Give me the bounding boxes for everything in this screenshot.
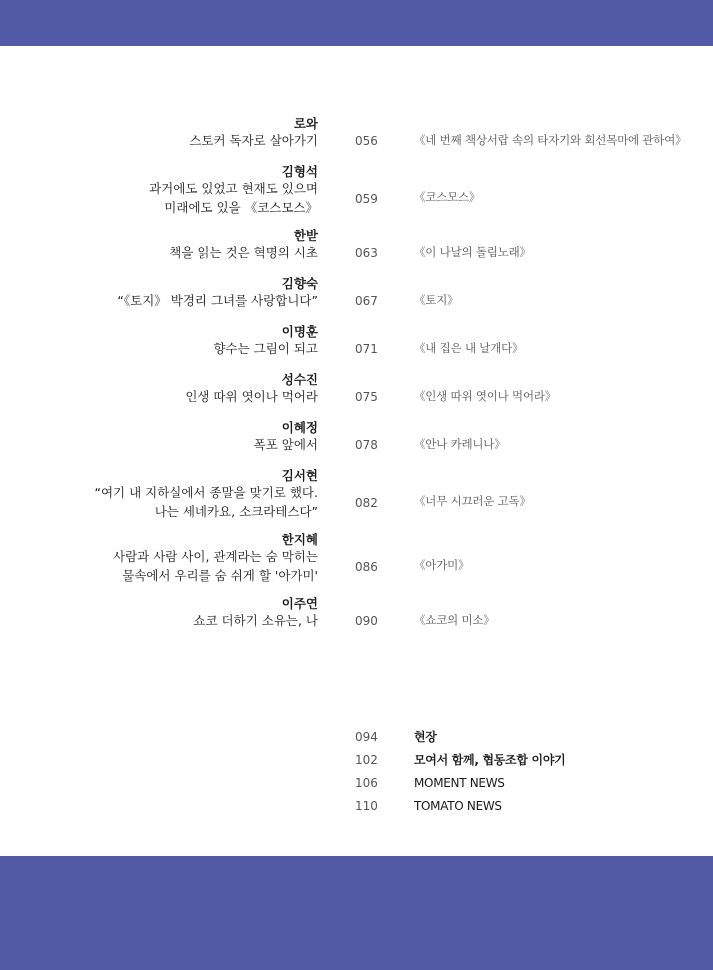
- entry-author: 이혜정: [281, 420, 318, 435]
- entry-author: 이명훈: [281, 324, 318, 339]
- entry-title-line: 폭포 앞에서: [253, 437, 318, 452]
- extra-section-title[interactable]: 모여서 함께, 협동조합 이야기: [414, 753, 566, 767]
- bottom-color-band: [0, 856, 713, 970]
- entry-book-title: 《코스모스》: [414, 190, 481, 204]
- entry-page-number: 078: [355, 438, 378, 452]
- entry-author: 이주연: [281, 596, 318, 611]
- entry-page-number: 063: [355, 246, 378, 260]
- entry-page-number: 056: [355, 134, 378, 148]
- entry-book-title: 《이 나날의 돌림노래》: [414, 245, 531, 259]
- entry-title-line: 쇼코 더하기 소유는, 나: [193, 613, 318, 628]
- entry-page-number: 075: [355, 390, 378, 404]
- entry-book-title: 《너무 시끄러운 고독》: [414, 494, 531, 508]
- entry-author: 김서현: [281, 468, 318, 483]
- extra-section-title[interactable]: 현장: [414, 730, 437, 744]
- entry-page-number: 067: [355, 294, 378, 308]
- entry-book-title: 《쇼코의 미소》: [414, 613, 495, 627]
- entry-author: 김형석: [281, 164, 318, 179]
- entry-author: 성수진: [281, 372, 318, 387]
- entry-book-title: 《아가미》: [414, 558, 470, 572]
- entry-page-number: 059: [355, 192, 378, 206]
- entry-title-line: 향수는 그림이 되고: [213, 341, 318, 356]
- entry-title-line: 책을 읽는 것은 혁명의 시초: [169, 245, 318, 260]
- entry-title-line: 과거에도 있었고 현재도 있으며: [149, 181, 318, 196]
- entry-title-line: 물속에서 우리를 숨 쉬게 할 '아가미': [122, 568, 318, 583]
- entry-title-line: 나는 세네카요, 소크라테스다”: [154, 504, 318, 519]
- extra-page-number: 106: [355, 776, 378, 790]
- entry-book-title: 《토지》: [414, 293, 459, 307]
- extra-page-number: 102: [355, 753, 378, 767]
- entry-page-number: 071: [355, 342, 378, 356]
- entry-author: 로와: [293, 116, 318, 131]
- entry-title-line: 미래에도 있을 《코스모스》: [164, 200, 318, 215]
- entry-book-title: 《인생 따위 엿이나 먹어라》: [414, 389, 557, 403]
- entry-title-line: “《토지》 박경리 그녀를 사랑합니다”: [117, 293, 318, 308]
- extra-section-title[interactable]: TOMATO NEWS: [414, 799, 502, 813]
- entry-book-title: 《안나 카레니나》: [414, 437, 506, 451]
- entry-page-number: 090: [355, 614, 378, 628]
- entry-author: 김향숙: [281, 276, 318, 291]
- entry-book-title: 《네 번째 책상서랍 속의 타자기와 회선목마에 관하여》: [414, 133, 687, 147]
- entry-title-line: 인생 따위 엿이나 먹어라: [185, 389, 318, 404]
- extra-section-title[interactable]: MOMENT NEWS: [414, 776, 505, 790]
- extra-page-number: 094: [355, 730, 378, 744]
- entry-book-title: 《내 집은 내 날개다》: [414, 341, 524, 355]
- entry-title-line: 스토커 독자로 살아가기: [189, 133, 318, 148]
- entry-page-number: 086: [355, 560, 378, 574]
- entry-title-line: 사람과 사람 사이, 관계라는 숨 막히는: [113, 549, 318, 564]
- top-color-band: [0, 0, 713, 46]
- entry-author: 한지혜: [281, 532, 318, 547]
- entry-title-line: “여기 내 지하실에서 종말을 맞기로 했다.: [94, 485, 318, 500]
- entry-page-number: 082: [355, 496, 378, 510]
- extra-page-number: 110: [355, 799, 378, 813]
- entry-author: 한받: [293, 228, 318, 243]
